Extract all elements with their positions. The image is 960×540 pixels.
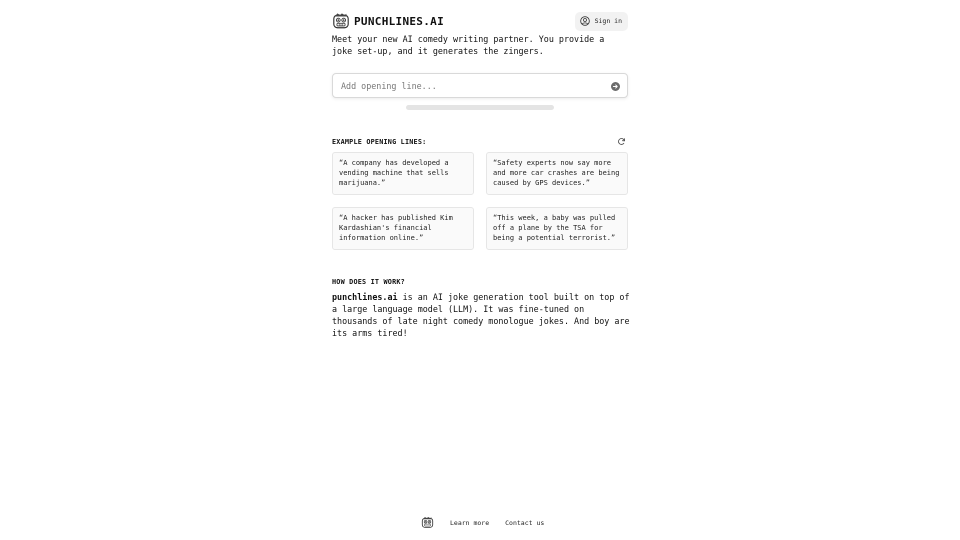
sign-in-label: Sign in [594, 17, 622, 25]
opening-line-input[interactable] [341, 79, 603, 93]
refresh-icon[interactable] [617, 137, 626, 146]
how-title: HOW DOES IT WORK? [332, 278, 405, 286]
robot-face-icon[interactable] [421, 516, 434, 529]
arrow-right-icon [612, 83, 619, 90]
example-card[interactable]: “A company has developed a vending machine that sells marijuana.” [332, 152, 474, 195]
user-circle-icon [580, 16, 590, 26]
examples-title: EXAMPLE OPENING LINES: [332, 138, 427, 146]
how-body: is an AI joke generation tool built on top of a large language model (LLM). It was fine-tuned on thousands of late night comedy monologue jokes. And boy are its arms tired! [332, 292, 630, 338]
intro-text: Meet your new AI comedy writing partner. You provide a joke set-up, and it generates the zingers. [332, 34, 605, 56]
example-card[interactable]: “A hacker has published Kim Kardashian's financial information online.” [332, 207, 474, 250]
progress-bar [406, 105, 554, 110]
sign-in-button[interactable] [575, 12, 628, 31]
submit-button[interactable] [611, 82, 620, 91]
brand-inline: punchlines.ai [332, 292, 398, 302]
brand-name: PUNCHLINES.AI [354, 14, 444, 28]
header [332, 12, 628, 30]
learn-more-link[interactable]: Learn more [450, 518, 490, 527]
how-text [332, 291, 630, 339]
contact-us-link[interactable]: Contact us [505, 518, 545, 527]
brand[interactable] [332, 12, 444, 30]
robot-face-icon [332, 12, 350, 30]
footer [421, 516, 560, 529]
example-card[interactable]: “Safety experts now say more and more car crashes are being caused by GPS devices.” [486, 152, 628, 195]
example-card[interactable]: “This week, a baby was pulled off a plane by the TSA for being a potential terrorist.” [486, 207, 628, 250]
opening-line-box [332, 73, 628, 98]
